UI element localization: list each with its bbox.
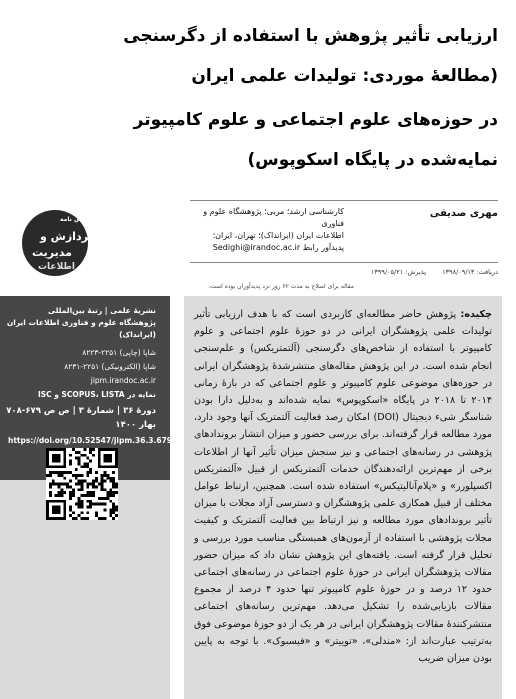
abstract-body: پژوهش حاضر مطالعه‌ای کاربردی است که با هدف ارزیابی تأثیر تولیدات علمی پژوهشگران ایرانی در دو حوزۀ علوم اجتماعی و علوم کامپیوتر با استفاده از شاخص‌های دگرسنجی (آلتمتریکس) و علم‌سنجی انجام شده است. در این پژوهش مقاله‌های منتشرشدۀ پژوهشگران ایرانی در حوزه‌های موضوعی علوم کامپیوتر و علوم اجتماعی که در بازۀ زمانی ۲۰۱۴ تا ۲۰۱۸ در پایگاه «اسکوپوس» نمایه شده‌اند و به‌دلیل دارا بودن شناسگر شیء دیجیتال (DOI) امکان رصد فعالیت آلتمتریک آنها وجود دارد، مورد مطالعه قرار گرفته‌اند. برای بررسی حضور و میزان انتشار بروندادهای پژوهشی در رسانه‌های اجتماعی و نیز سنجش میزان تأثیر آنها از اطلاعات برخی از مهم‌ترین ارائه‌دهندگان خدمات آلتمتریکس از قبیل «آلتمتریکس اکسپلورر» و «پلام‌آنالیتیکس» استفاده شده است. همچنین، ارتباط عوامل مختلف از قبیل همکاری علمی پژوهشگران و دسترسی آزاد مجلات با میزان تأثیر بروندادهای مورد مطالعه و نیز ارتباط بین فعالیت آلتمتریک و کیفیت مجلات پژوهشی با استفاده از آزمون‌های همبستگی مناسب مورد بررسی و تحلیل قرار گرفته است. یافته‌های این پژوهش نشان داد که میزان حضور مقالات پژوهشگران ایرانی در حوزۀ علوم اجتماعی در رسانه‌های اجتماعی حدود ۱۲ درصد و در حوزۀ علوم کامپیوتر تنها حدود ۴ درصد از مجموع مقالات بازیابی‌شده را تشکیل می‌دهد. مهم‌ترین رسانه‌های اجتماعی منتشرکنندۀ مقالات پژوهشگران ایرانی در هر یک از دو حوزۀ موضوعی فوق به‌ترتیب عبارت‌اند از: «مندلی»، «توییتر» و «فیسبوک». با توجه به پایین بودن میزان ضریب	[194, 309, 492, 665]
affiliation-line-1: کارشناسی ارشد؛ مربی؛ پژوهشگاه علوم و فناوری	[203, 207, 344, 228]
qr-code-graphic	[46, 448, 118, 520]
abstract-label: چکیده:	[460, 309, 492, 320]
title-line-1: ارزیابی تأثیر پژوهش با استفاده از دگرسنجی	[123, 26, 498, 46]
title-line-4: نمایه‌شده در پایگاه اسکوپوس)	[247, 150, 498, 170]
journal-website[interactable]: jipm.irandoc.ac.ir	[90, 376, 156, 385]
qr-code	[46, 448, 118, 520]
issue-season: بهار ۱۴۰۰	[115, 420, 156, 430]
logo-text-4: اطلاعات	[38, 262, 75, 272]
logo-text-1: پژوهش نامه	[60, 216, 97, 223]
mid-divider	[190, 262, 498, 263]
abstract-box	[184, 296, 502, 699]
date-received: دریافت: ۱۳۹۸/۰۹/۱۳	[442, 268, 498, 276]
abstract-text	[184, 296, 502, 667]
title-line-2: (مطالعۀ موردی: تولیدات علمی ایران	[191, 66, 498, 86]
logo-text-2: پردازش و	[40, 230, 93, 243]
dates-row	[198, 268, 498, 276]
revision-note: مقاله برای اصلاح به مدت ۶۲ روز نزد پدیدآوران بوده است.	[208, 283, 354, 290]
issn-online: شاپا (الکترونیکی) ۲۲۵۱-۸۲۳۱	[64, 362, 156, 371]
logo-text-3: مدیریت	[32, 246, 72, 259]
date-accepted: پذیرش: ۱۳۹۹/۰۵/۲۱	[370, 268, 427, 276]
affiliation-email-row	[194, 242, 344, 254]
email-label: پدیدآور رابط	[302, 243, 344, 252]
affiliation-line-2: اطلاعات ایران (ایرانداک)؛ تهران، ایران؛	[212, 231, 344, 240]
journal-publisher-abbr: (ایرانداک)	[119, 330, 156, 339]
volume-issue-pages: دورۀ ۳۶ | شمارۀ ۳ | ص ص ۶۷۹-۷۰۸	[6, 406, 156, 416]
top-divider	[190, 200, 498, 201]
journal-publisher: پژوهشگاه علوم و فناوری اطلاعات ایران	[6, 318, 156, 327]
author-email[interactable]: Sedighi@irandoc.ac.ir	[212, 243, 301, 252]
author-name: مهری صدیقی	[429, 208, 498, 219]
issn-print: شاپا (چاپی) ۲۲۵۱-۸۲۲۳	[82, 348, 156, 357]
journal-logo	[22, 210, 97, 288]
title-line-3: در حوزه‌های علوم اجتماعی و علوم کامپیوتر	[133, 110, 498, 130]
doi-link[interactable]: https://doi.org/10.52547/jipm.36.3.679	[8, 436, 173, 445]
journal-rank: نشریۀ علمی | رتبۀ بین‌المللی	[48, 306, 156, 315]
indexing-info: نمایه در SCOPUS، LISTA و ISC	[37, 390, 156, 399]
author-affiliation	[194, 206, 344, 254]
